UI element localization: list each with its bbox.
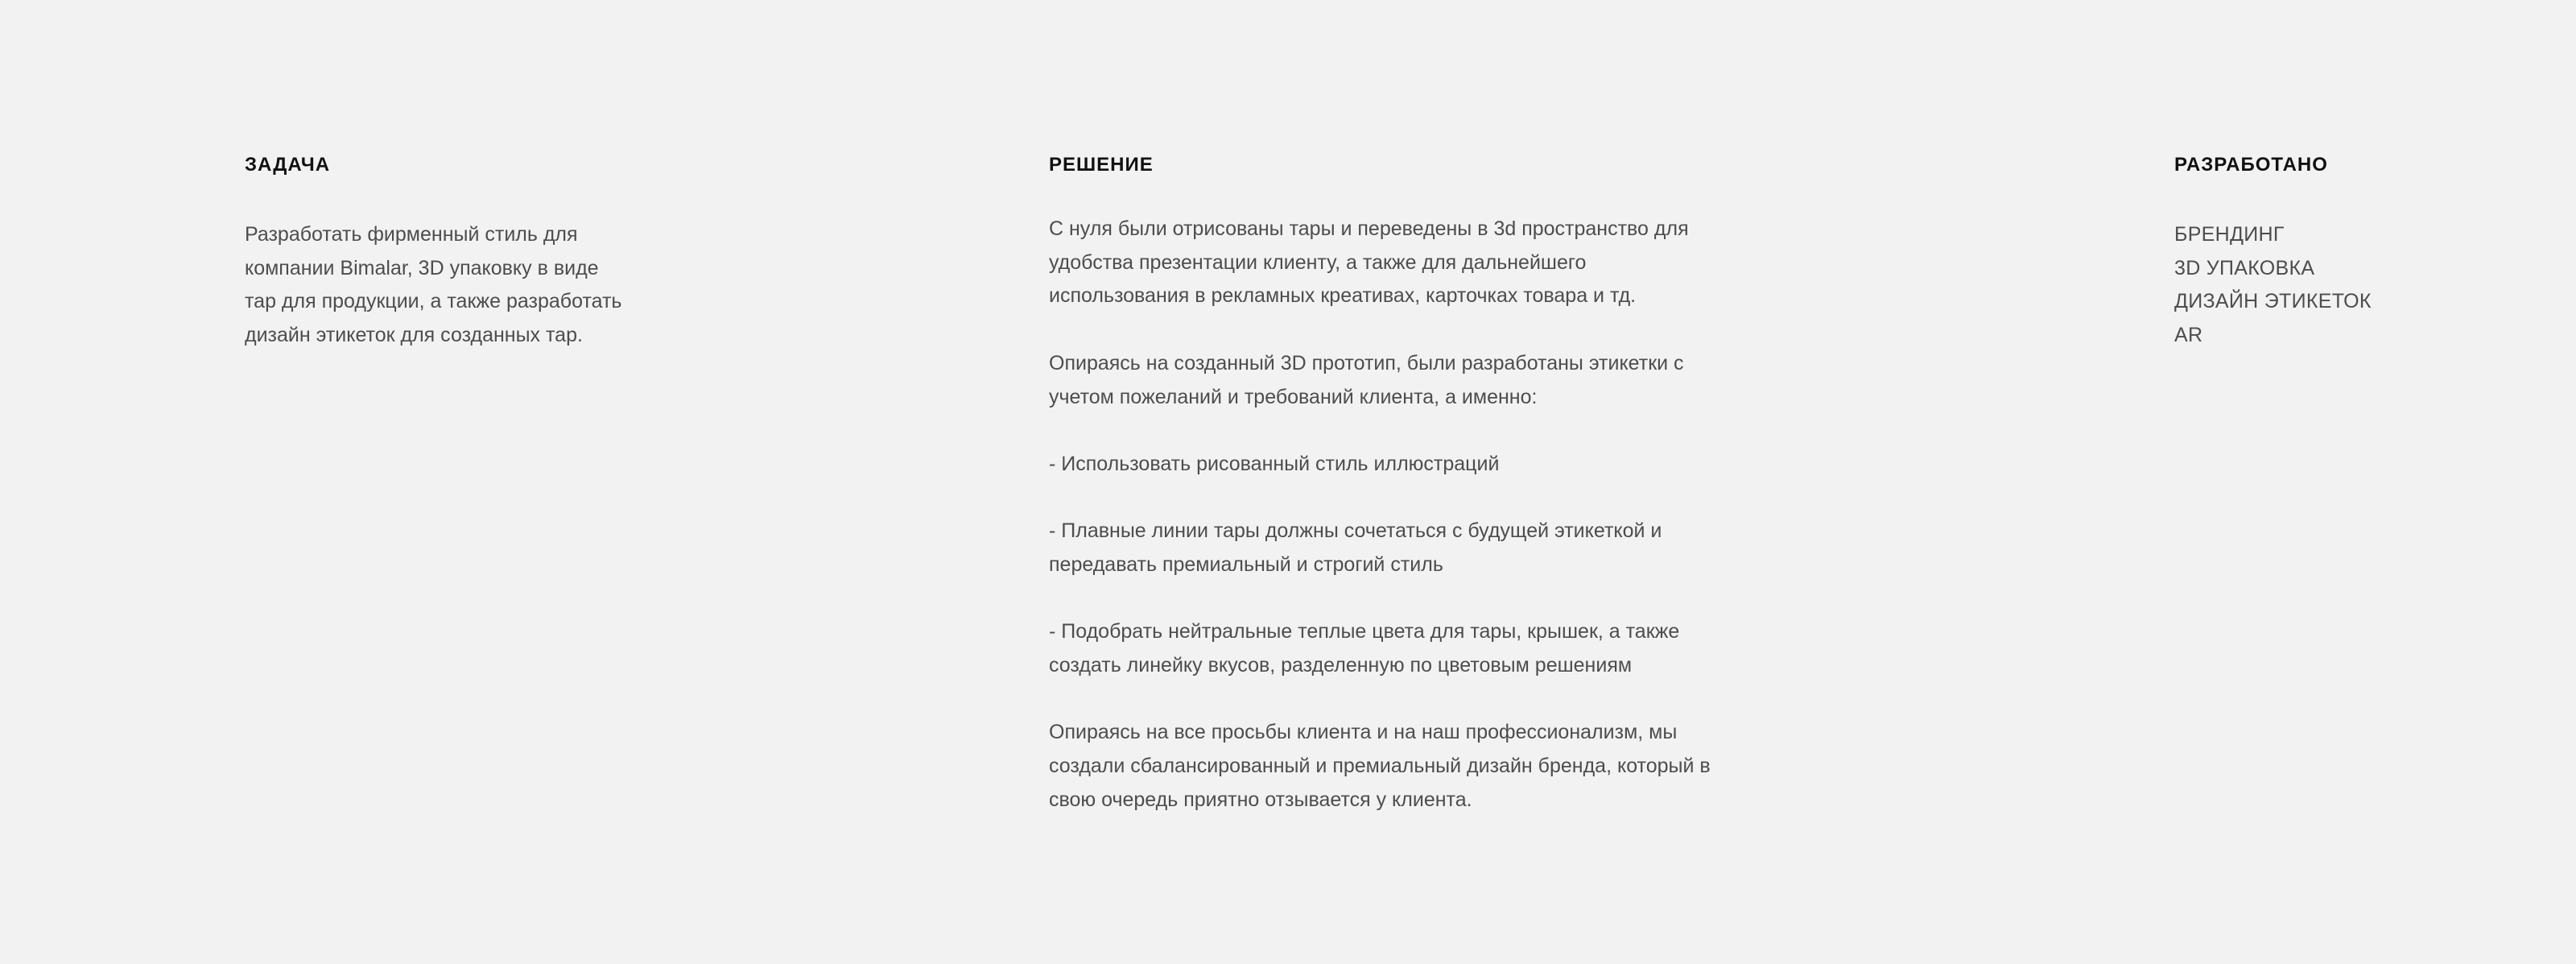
solution-heading: РЕШЕНИЕ	[1049, 154, 1154, 176]
developed-list	[2174, 218, 2496, 353]
solution-section	[1049, 153, 1790, 817]
task-heading: ЗАДАЧА	[245, 154, 331, 176]
developed-section	[2174, 153, 2496, 353]
solution-paragraph: Опираясь на все просьбы клиента и на наш профессионализм, мы создали сбалансированный и премиальный дизайн бренда, который в свою очередь приятно отзывается у клиента.	[1049, 721, 1711, 811]
task-section	[245, 153, 696, 353]
solution-paragraph: С нуля были отрисованы тары и переведены в 3d пространство для удобства презентации клиенту, а также для дальнейшего использования в рекламных креативах, карточках товара и тд.	[1049, 217, 1689, 308]
task-text: Разработать фирменный стиль для компании Bimalar, 3D упаковку в виде тар для продукции, а также разработать дизайн этикеток для созданных тар.	[245, 223, 622, 347]
developed-heading: РАЗРАБОТАНО	[2174, 154, 2328, 176]
developed-item-3d-packaging: 3D УПАКОВКА	[2174, 256, 2315, 279]
developed-item-label-design: ДИЗАЙН ЭТИКЕТОК	[2174, 290, 2372, 313]
developed-item-branding: БРЕНДИНГ	[2174, 223, 2285, 246]
solution-paragraph: Опираясь на созданный 3D прототип, были разработаны этикетки с учетом пожеланий и требований клиента, а именно:	[1049, 351, 1684, 408]
solution-paragraph: - Использовать рисованный стиль иллюстраций	[1049, 452, 1500, 475]
solution-paragraph: - Плавные линии тары должны сочетаться с будущей этикеткой и передавать премиальный и строгий стиль	[1049, 519, 1662, 576]
solution-paragraph: - Подобрать нейтральные теплые цвета для тары, крышек, а также создать линейку вкусов, разделенную по цветовым решениям	[1049, 620, 1680, 677]
developed-item-ar: AR	[2174, 324, 2203, 347]
